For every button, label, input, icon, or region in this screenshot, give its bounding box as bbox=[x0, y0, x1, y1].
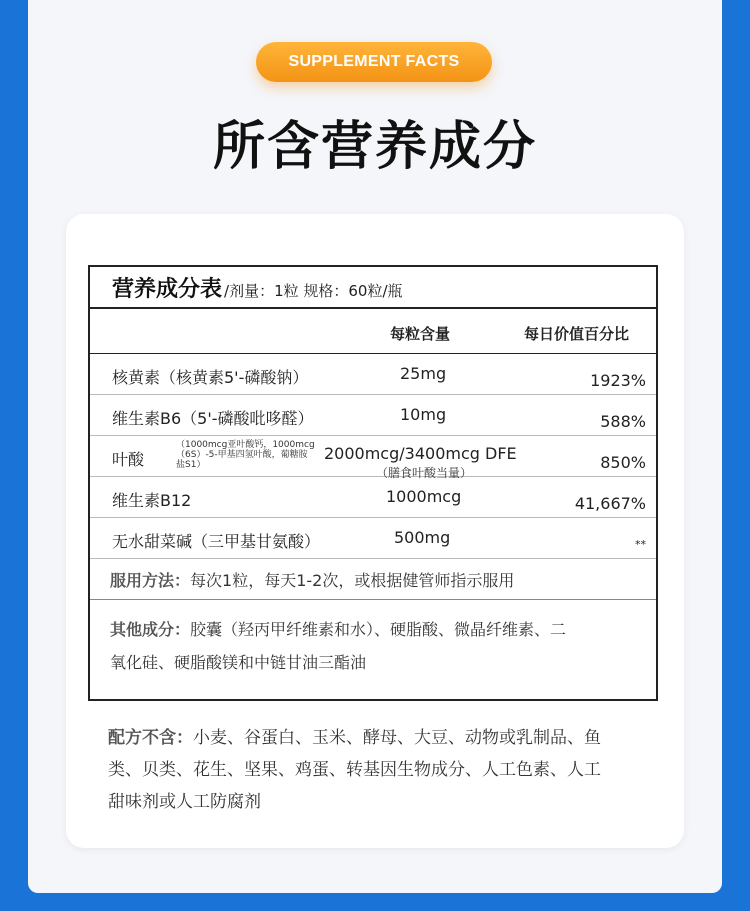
row-name: 无水甜菜碱（三甲基甘氨酸） bbox=[112, 532, 321, 551]
usage-text: 每次1粒，每天1-2次，或根据健管师指示服用 bbox=[190, 571, 515, 590]
row-dv: 1923% bbox=[590, 371, 646, 390]
other-text-line2: 氧化硅、硬脂酸镁和中链甘油三酯油 bbox=[110, 653, 367, 672]
nutrition-facts-table bbox=[88, 265, 658, 701]
table-row bbox=[90, 477, 656, 518]
row-name: 维生素B6（5'-磷酸吡哆醛） bbox=[112, 409, 314, 428]
table-header bbox=[90, 267, 656, 309]
row-dv: 41,667% bbox=[574, 494, 646, 513]
table-row bbox=[90, 354, 656, 395]
free-from-line2: 类、贝类、花生、坚果、鸡蛋、转基因生物成分、人工色素、人工 bbox=[108, 760, 601, 780]
row-amount: 25mg bbox=[400, 364, 447, 383]
table-row bbox=[90, 518, 656, 559]
row-amount: 2000mcg/3400mcg DFE bbox=[324, 444, 517, 463]
row-dv: 850% bbox=[600, 453, 646, 472]
free-from-label: 配方不含： bbox=[108, 728, 193, 748]
row-amount: 1000mcg bbox=[386, 487, 462, 506]
free-from-statement bbox=[108, 722, 658, 818]
table-heading-sub: /剂量：1粒 规格：60粒/瓶 bbox=[224, 282, 403, 300]
supplement-facts-badge bbox=[256, 42, 492, 82]
row-dv: 588% bbox=[600, 412, 646, 431]
other-ingredients bbox=[110, 613, 566, 679]
other-text-line1: 胶囊（羟丙甲纤维素和水）、硬脂酸、微晶纤维素、二 bbox=[190, 620, 567, 639]
free-from-line1: 小麦、谷蛋白、玉米、酵母、大豆、动物或乳制品、鱼 bbox=[193, 728, 601, 748]
row-amount: 500mg bbox=[394, 528, 451, 547]
usage-label: 服用方法： bbox=[110, 571, 191, 590]
row-name: 叶酸 bbox=[112, 450, 145, 469]
column-amount-header: 每粒含量 bbox=[390, 325, 451, 343]
table-row bbox=[90, 395, 656, 436]
page-title: 所含营养成分 bbox=[212, 117, 537, 177]
badge-label: SUPPLEMENT FACTS bbox=[288, 53, 460, 70]
row-amount-sub: （膳食叶酸当量） bbox=[376, 466, 473, 480]
row-dv: ** bbox=[635, 538, 646, 551]
table-row bbox=[90, 436, 656, 480]
column-dv-header: 每日价值百分比 bbox=[524, 325, 630, 343]
row-name: 维生素B12 bbox=[112, 491, 192, 510]
usage-divider bbox=[90, 599, 656, 600]
row-amount: 10mg bbox=[400, 405, 447, 424]
row-name: 核黄素（核黄素5'-磷酸钠） bbox=[112, 368, 309, 387]
other-label: 其他成分： bbox=[110, 620, 191, 639]
usage-instructions bbox=[110, 564, 514, 597]
free-from-line3: 甜味剂或人工防腐剂 bbox=[108, 792, 261, 812]
row-note: （1000mcg亚叶酸钙，1000mcg（6S）-5-甲基四氢叶酸，葡糖胺盐S1） bbox=[176, 440, 315, 470]
table-heading: 营养成分表 bbox=[112, 277, 223, 302]
